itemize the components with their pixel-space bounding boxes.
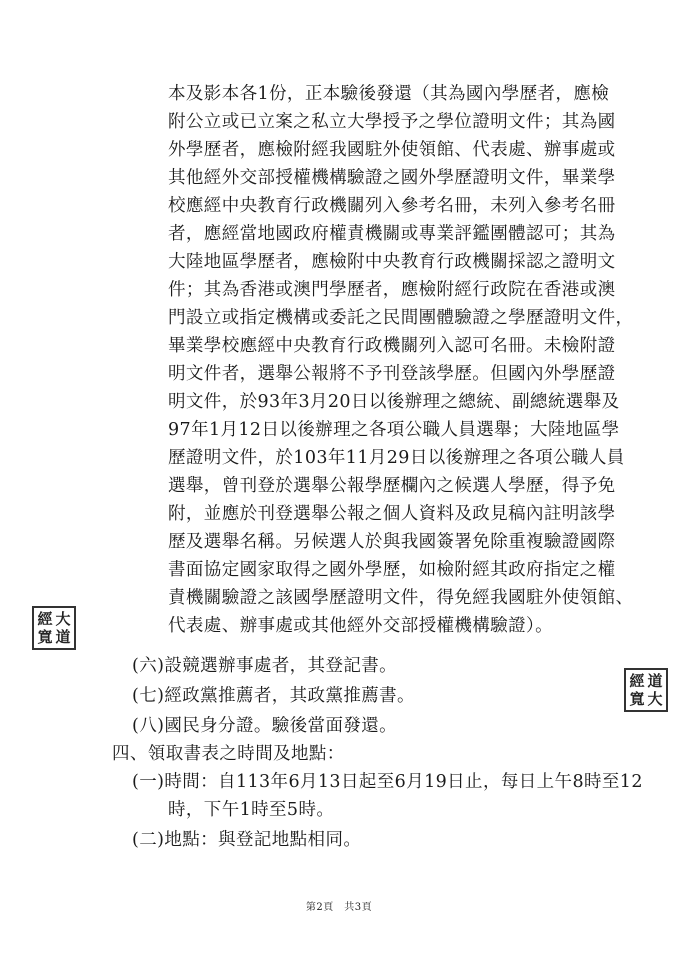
subitem-two-location: (二)地點：與登記地點相同。 <box>132 830 362 850</box>
paragraph-line: 附公立或已立案之私立大學授予之學位證明文件；其為國 <box>168 112 616 132</box>
paragraph-line: 選舉，曾刊登於選舉公報學歷欄內之候選人學歷，得予免 <box>168 476 616 496</box>
section-four-heading: 四、領取書表之時間及地點： <box>112 744 345 764</box>
item-seven-party-recommendation: (七)經政黨推薦者，其政黨推薦書。 <box>132 686 415 706</box>
item-six-campaign-office: (六)設競選辦事處者，其登記書。 <box>132 656 398 676</box>
item-eight-id-card: (八)國民身分證。驗後當面發還。 <box>132 716 398 736</box>
paragraph-line: 者，應經當地國政府權責機關或專業評鑑團體認可；其為 <box>168 224 616 244</box>
paragraph-line: 大陸地區學歷者，應檢附中央教育行政機關採認之證明文 <box>168 252 616 272</box>
paragraph-line: 件；其為香港或澳門學歷者，應檢附經行政院在香港或澳 <box>168 280 616 300</box>
paragraph-line: 明文件，於93年3月20日以後辦理之總統、副總統選舉及 <box>168 392 620 412</box>
page-number-footer: 第2頁 共3頁 <box>305 902 373 913</box>
paragraph-line: 代表處、辦事處或其他經外交部授權機構驗證）。 <box>168 616 554 636</box>
subitem-one-time: (一)時間：自113年6月13日起至6月19日止，每日上午8時至12 <box>132 772 643 792</box>
paragraph-line: 畢業學校應經中央教育行政機關列入認可名冊。未檢附證 <box>168 336 616 356</box>
paragraph-line: 附，並應於刊登選舉公報之個人資料及政見稿內註明該學 <box>168 504 616 524</box>
paragraph-line: 歷證明文件，於103年11月29日以後辦理之各項公職人員 <box>168 448 625 468</box>
continuation-paragraph <box>168 80 638 640</box>
paragraph-line: 書面協定國家取得之國外學歷，如檢附經其政府指定之權 <box>168 560 616 580</box>
paragraph-line: 歷及選舉名稱。另候選人於與我國簽署免除重複驗證國際 <box>168 532 616 552</box>
seal-stamp-right: 經 道 寬 大 <box>624 668 668 712</box>
paragraph-line: 外學歷者，應檢附經我國駐外使領館、代表處、辦事處或 <box>168 140 616 160</box>
paragraph-line: 本及影本各1份，正本驗後發還（其為國內學歷者，應檢 <box>168 84 610 104</box>
paragraph-line: 97年1月12日以後辦理之各項公職人員選舉；大陸地區學 <box>168 420 620 440</box>
paragraph-line: 其他經外交部授權機構驗證之國外學歷證明文件，畢業學 <box>168 168 616 188</box>
paragraph-line: 校應經中央教育行政機關列入參考名冊，未列入參考名冊 <box>168 196 616 216</box>
paragraph-line: 責機關驗證之該國學歷證明文件，得免經我國駐外使領館、 <box>168 588 634 608</box>
paragraph-line: 明文件者，選舉公報將不予刊登該學歷。但國內外學歷證 <box>168 364 616 384</box>
seal-stamp-left: 經 大 寬 道 <box>32 606 76 650</box>
paragraph-line: 門設立或指定機構或委託之民間團體驗證之學歷證明文件， <box>168 308 634 328</box>
subitem-one-time-continued: 時，下午1時至5時。 <box>168 800 335 820</box>
